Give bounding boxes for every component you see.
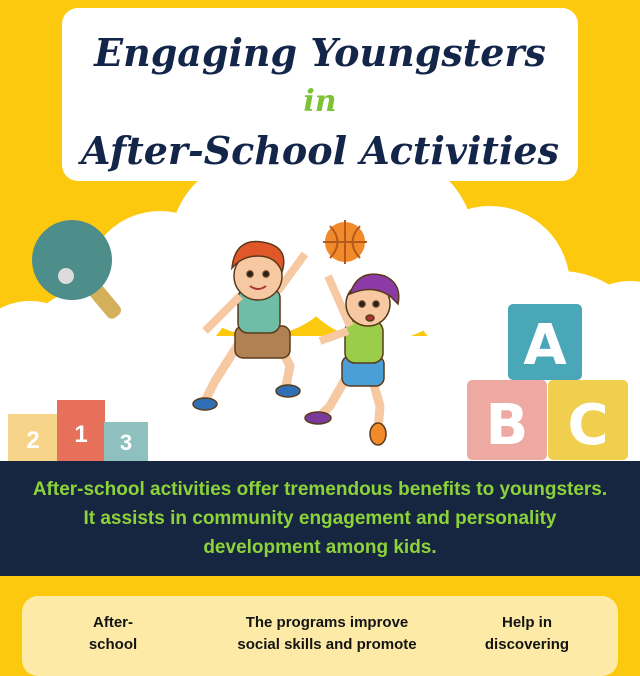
- benefit-3-line-1: Help in: [501, 614, 552, 631]
- title-line-1: Engaging Youngsters: [94, 30, 546, 75]
- benefit-column-3: [472, 612, 582, 656]
- illustration-scene: [0, 176, 640, 466]
- title-line-2: in: [303, 84, 337, 119]
- benefit-2-line-1: The programs improve: [245, 614, 409, 631]
- benefits-card: [22, 596, 618, 676]
- title-line-3: After-School Activities: [81, 128, 559, 173]
- benefit-3-line-2: discovering: [484, 636, 570, 653]
- basketball-icon: [323, 220, 367, 264]
- bottom-section: [0, 576, 640, 653]
- benefit-1-line-1: After-: [93, 614, 133, 631]
- podium-number-3: 3: [119, 430, 133, 455]
- benefit-1-line-2: school: [88, 636, 138, 653]
- podium-number-1: 1: [74, 421, 88, 448]
- banner-text: After-school activities offer tremendous benefits to youngsters. It assists in community engagement and personality development among kids.: [32, 479, 608, 558]
- benefit-column-1: [68, 612, 158, 656]
- info-banner: [0, 461, 640, 576]
- benefit-2-line-2: social skills and promote: [237, 636, 417, 653]
- benefit-column-2: [222, 612, 432, 656]
- podium-number-2: 2: [26, 427, 40, 454]
- title-card: [62, 8, 578, 181]
- block-letter-a: A: [523, 313, 567, 378]
- block-letter-c: C: [567, 393, 609, 458]
- block-letter-b: B: [485, 393, 529, 458]
